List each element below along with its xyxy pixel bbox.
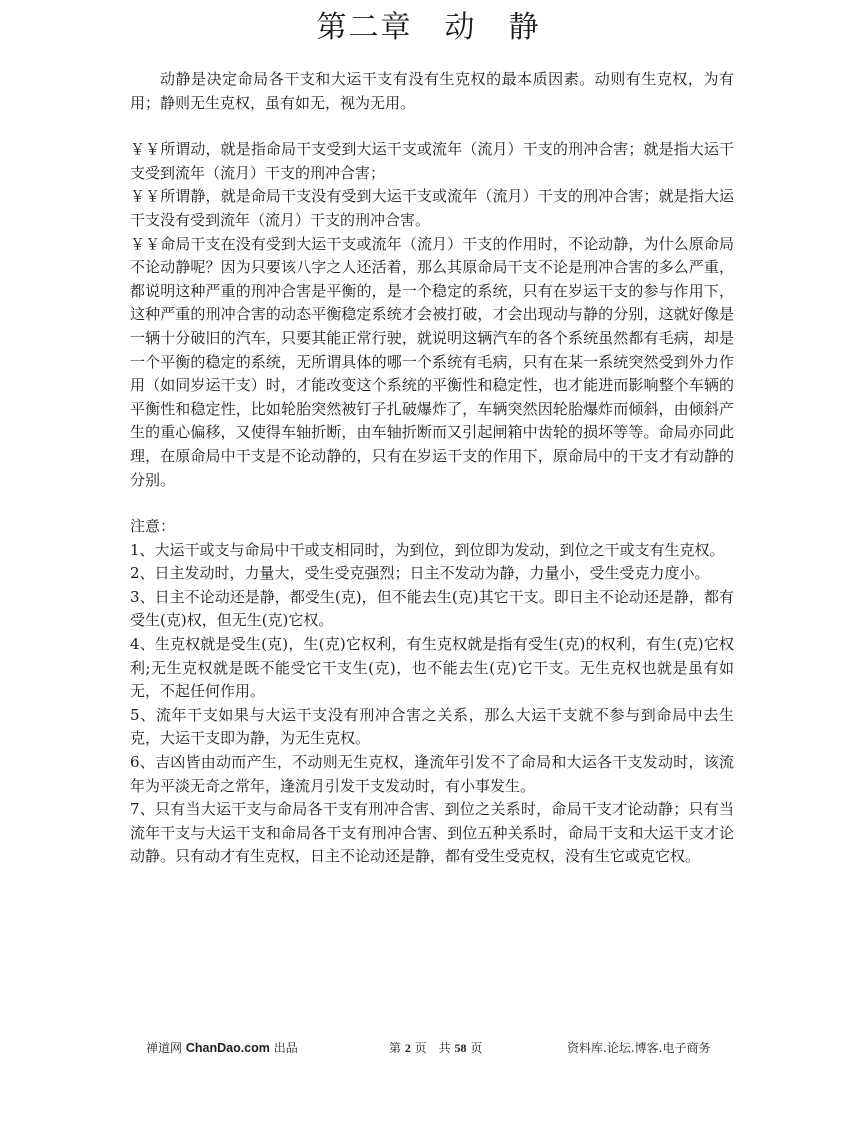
intro-paragraph: 动静是决定命局各干支和大运干支有没有生克权的最本质因素。动则有生克权，为有用；静则无生克权，虽有如无，视为无用。: [130, 70, 734, 112]
page-label-suffix: 页: [470, 1041, 483, 1055]
note-item: 4、生克权就是受生(克)，生(克)它权利，有生克权就是指有受生(克)的权利，有生(克)它权利;无生克权就是既不能受它干支生(克)，也不能去生(克)它干支。无生克权也就是虽有如无，不起任何作用。: [130, 635, 734, 701]
page-footer: [0, 1039, 857, 1057]
paragraph-spacer: [130, 115, 734, 138]
footer-page-indicator: [389, 1039, 482, 1057]
document-body: [130, 68, 734, 869]
note-item: 5、流年干支如果与大运干支没有刑冲合害之关系，那么大运干支就不参与到命局中去生克，大运干支即为静，为无生克权。: [130, 705, 734, 748]
definition-paragraph: ￥￥所谓静，就是命局干支没有受到大运干支或流年（流月）干支的刑冲合害；就是指大运干支没有受到流年（流月）干支的刑冲合害。: [130, 187, 734, 229]
page-number: 2: [404, 1041, 411, 1055]
page-label-prefix: 第: [389, 1041, 402, 1055]
note-item: 7、只有当大运干支与命局各干支有刑冲合害、到位之关系时，命局干支才论动静；只有当流年干支与大运干支和命局各干支有刑冲合害、到位五种关系时，命局干支和大运干支才论动静。只有动才有生克权，日主不论动还是静，都有受生受克权，没有生它或克它权。: [130, 800, 734, 866]
definition-paragraph: ￥￥所谓动，就是指命局干支受到大运干支或流年（流月）干支的刑冲合害；就是指大运干支受到流年（流月）干支的刑冲合害；: [130, 140, 734, 182]
note-item: 2、日主发动时，力量大，受生受克强烈；日主不发动为静，力量小，受生受克力度小。: [130, 564, 710, 583]
note-item: 6、吉凶皆由动而产生，不动则无生克权，逢流年引发不了命局和大运各干支发动时，该流年为平淡无奇之常年，逢流月引发干支发动时，有小事发生。: [130, 753, 734, 795]
footer-tagline: 资料库.论坛.博客.电子商务: [567, 1041, 711, 1055]
notes-heading: 注意：: [130, 517, 176, 536]
paragraph-spacer: [130, 492, 734, 515]
note-item: 3、日主不论动还是静，都受生(克)，但不能去生(克)其它干支。即日主不论动还是静，都有受生(克)权，但无生(克)它权。: [130, 587, 734, 630]
definition-paragraph: ￥￥命局干支在没有受到大运干支或流年（流月）干支的作用时，不论动静，为什么原命局不论动静呢？因为只要该八字之人还活着，那么其原命局干支不论是刑冲合害的多么严重，都说明这种严重的刑冲合害是平衡的，是一个稳定的系统，只有在岁运干支的参与作用下，这种严重的刑冲合害的动态平衡稳定系统才会被打破，才会出现动与静的分别，这就好像是一辆十分破旧的汽车，只要其能正常行驶，就说明这辆汽车的各个系统虽然都有毛病，却是一个平衡的稳定的系统，无所谓具体的哪一个系统有毛病，只有在某一系统突然受到外力作用（如同岁运干支）时，才能改变这个系统的平衡性和稳定性，也才能进而影响整个车辆的平衡性和稳定性，比如轮胎突然被钉子扎破爆炸了，车辆突然因轮胎爆炸而倾斜，由倾斜产生的重心偏移，又使得车轴折断，由车轴折断而又引起闸箱中齿轮的损坏等等。命局亦同此理，在原命局中干支是不论动静的，只有在岁运干支的作用下，原命局中的干支才有动静的分别。: [130, 234, 734, 489]
chapter-title: 第二章 动 静: [316, 10, 541, 45]
footer-brand: ChanDao.com: [185, 1041, 270, 1055]
note-item: 1、大运干或支与命局中干或支相同时，为到位，到位即为发动，到位之干或支有生克权。: [130, 540, 725, 559]
page-label-mid: 页 共: [414, 1041, 451, 1055]
footer-site-credit: [146, 1039, 298, 1057]
footer-site-prefix: 禅道网: [146, 1041, 183, 1055]
total-pages: 58: [454, 1041, 467, 1055]
footer-site-suffix: 出品: [273, 1041, 298, 1055]
